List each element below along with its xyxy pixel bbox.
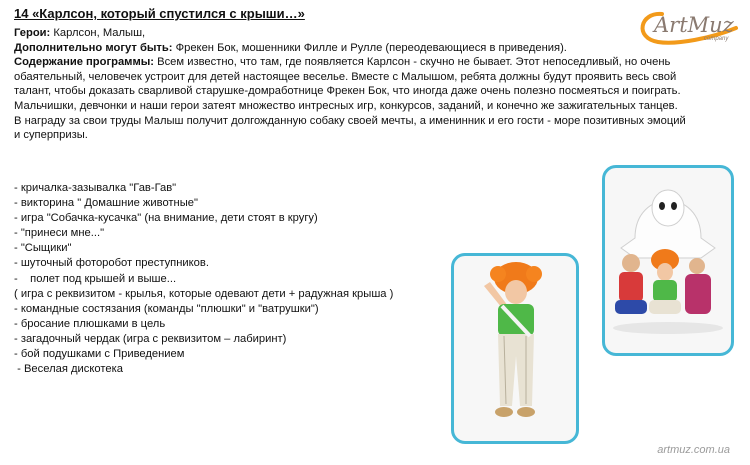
list-item: - командные состязания (команды "плюшки" и "ватрушки")	[14, 302, 319, 315]
program-content-line: и суперпризы.	[14, 129, 88, 142]
program-title: 14 «Карлсон, который спустился с крыши…»	[14, 6, 305, 21]
extra-characters-label: Дополнительно могут быть:	[14, 41, 173, 54]
extra-characters-value: Фрекен Бок, мошенники Филле и Рулле (переодевающиеся в приведения).	[172, 41, 567, 54]
logo-text: ArtMuz	[654, 13, 734, 37]
group-figures-icon	[605, 168, 731, 353]
program-content-line: В награду за свои труды Малыш получит долгожданную собаку своей мечты, а именинник и его гости - море позитивных эмоций	[14, 114, 686, 127]
program-content-line: обаятельный, человечек устроит для детей настоящее веселье. Вместе с Малышом, ребята должны будут проявить весь свой	[14, 70, 677, 83]
list-item: ( игра с реквизитом - крылья, которые одевают дети + радужная крыша )	[14, 287, 394, 300]
list-item: - викторина " Домашние животные"	[14, 197, 198, 210]
list-item: - "принеси мне..."	[14, 227, 105, 240]
list-item: - игра "Собачка-кусачка" (на внимание, дети стоят в кругу)	[14, 212, 318, 225]
carlson-photo	[451, 253, 579, 444]
list-item: - загадочный чердак (игра с реквизитом – лабиринт)	[14, 332, 287, 345]
list-item: - бой подушками с Приведением	[14, 348, 185, 361]
program-content-label: Содержание программы:	[14, 56, 155, 69]
program-description	[14, 26, 734, 143]
program-content-line: Мальчишки, девчонки и наши герои затеят множество интресных игр, конкурсов, заданий, и конечно же зажигательных танцев.	[14, 99, 678, 112]
heroes-label: Герои:	[14, 27, 51, 39]
program-content-line: Всем известно, что там, где появляется Карлсон - скучно не бывает. Этот непоседливый, но очень	[154, 56, 671, 69]
heroes-line	[14, 26, 734, 41]
list-item: - "Сыщики"	[14, 242, 72, 255]
list-item: - шуточный фоторобот преступников.	[14, 257, 209, 270]
website-footer: artmuz.com.ua	[657, 444, 730, 456]
list-item: - кричалка-зазывалка "Гав-Гав"	[14, 182, 177, 194]
heroes-value: Карлсон, Малыш,	[50, 27, 146, 39]
list-item: - Веселая дискотека	[14, 363, 123, 376]
list-item: - бросание плюшками в цель	[14, 317, 166, 330]
program-content-line: талант, чтобы доказать сварливой старушке-домработнице Фрекен Бок, что иногда даже очень полезно посмеяться и поиграть.	[14, 85, 681, 98]
logo-subtext: company	[704, 36, 729, 42]
group-photo	[602, 165, 734, 356]
carlson-figure-icon	[454, 256, 576, 441]
program-content	[14, 55, 732, 143]
list-item: - полет под крышей и выше...	[14, 272, 177, 285]
extra-characters-line	[14, 41, 734, 56]
activities-list	[14, 181, 454, 377]
